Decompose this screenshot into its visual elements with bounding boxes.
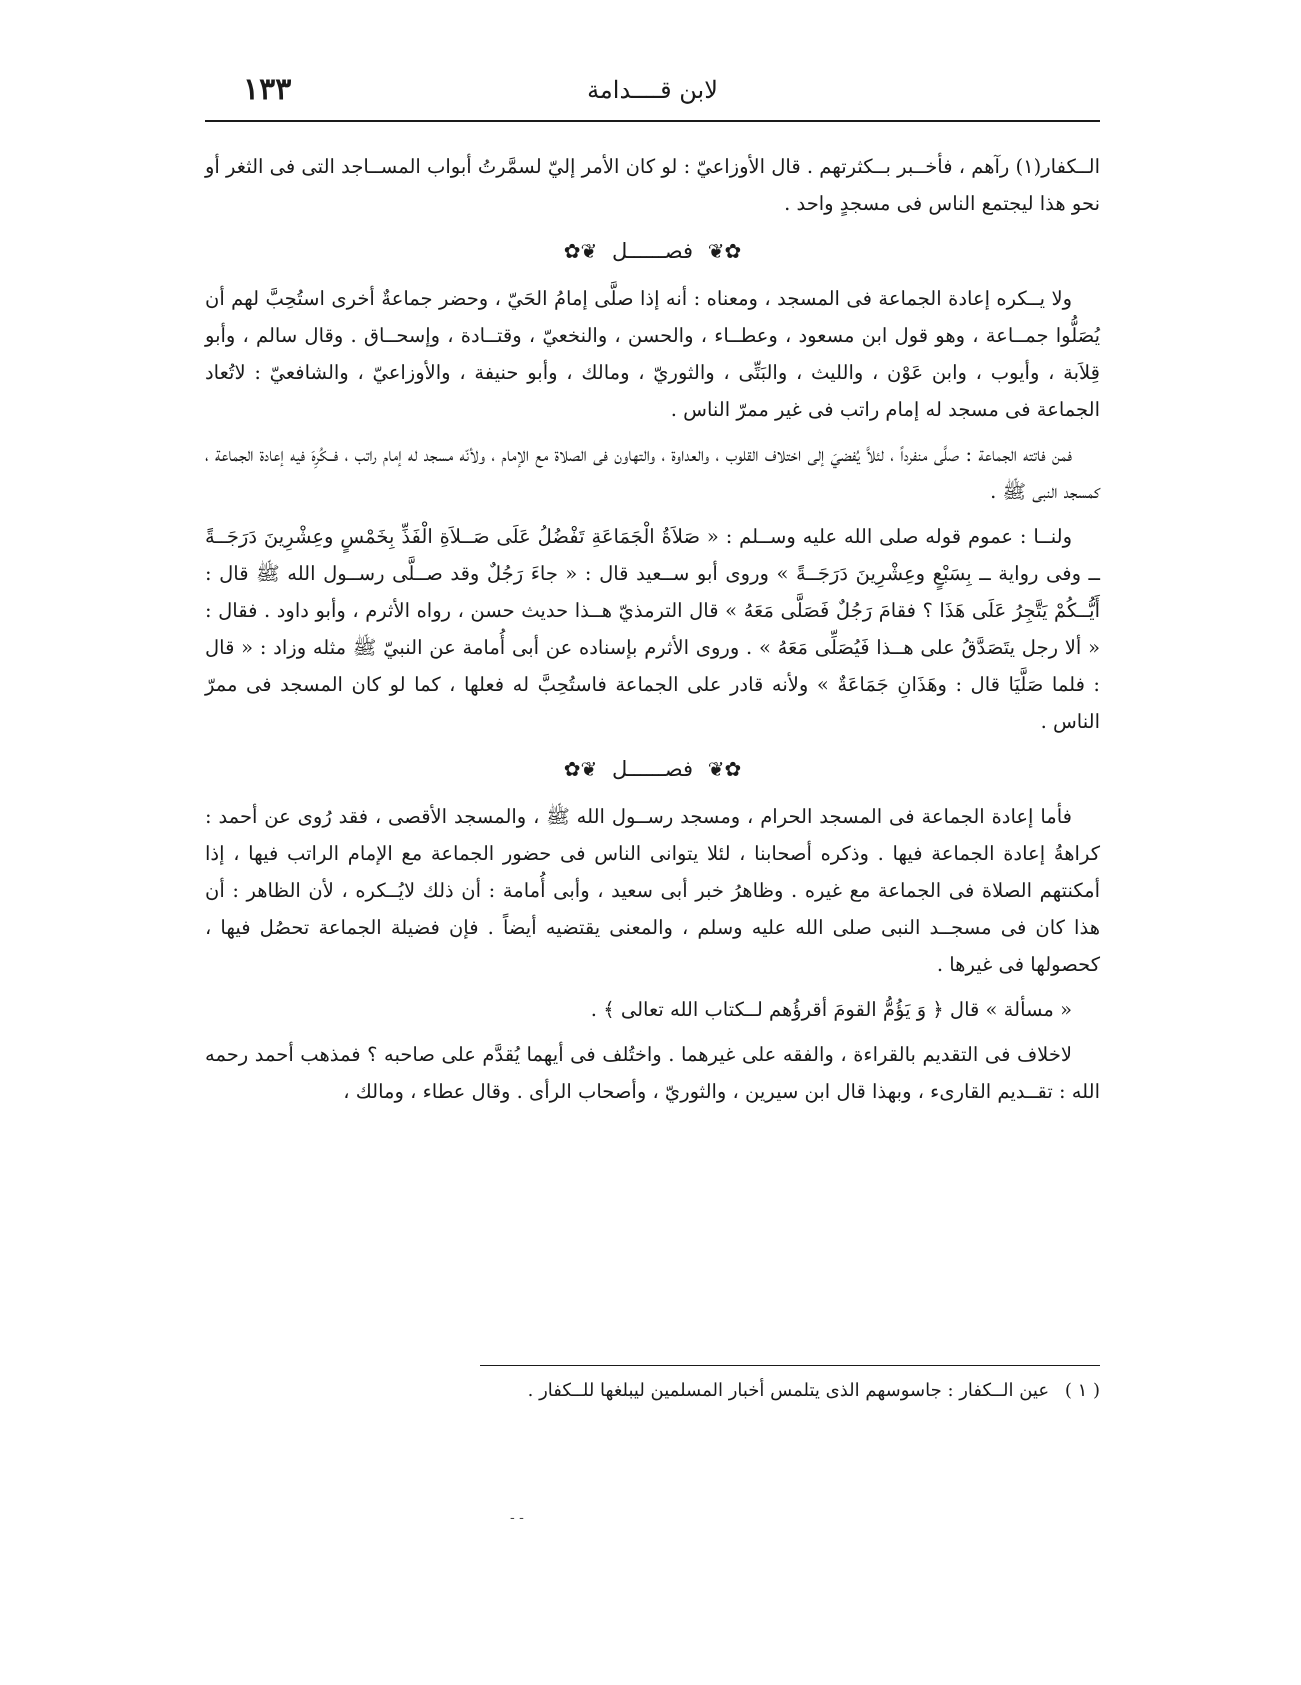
- footnote-rule: [480, 1365, 1100, 1366]
- running-title: لابن قــــدامة: [587, 76, 718, 104]
- footnote-text: عين الــكفار : جاسوسهم الذى يتلمس أخبار المسلمين ليبلغها للــكفار .: [527, 1380, 1050, 1401]
- ornament-icon: ✿❦: [707, 239, 742, 263]
- ornament-icon: ✿❦: [707, 757, 742, 781]
- section-heading-label: فصــــــل: [611, 757, 694, 781]
- paragraph-7: لاخلاف فى التقديم بالقراءة ، والفقه على غيرهما . واختُلف فى أيهما يُقدَّم على صاحبه ؟ فمذهب أحمد رحمه الله : تقــديم القارىء ، وبهذا قال ابن سيرين ، والثوريّ ، وأصحاب الرأى . وقال عطاء ، ومالك ،: [205, 1043, 1100, 1103]
- section-heading-label: فصــــــل: [611, 239, 694, 263]
- paragraph-3: فمن فاتته الجماعة : صلَّى منفرداً ، لئلاَّ يُفضيَ إلى اختلاف القلوب ، والعداوة ، والتهاون فى الصلاة مع الإمام ، ولأنّه مسجد له إمام راتب ، فــكُرِهَ فيه إعادة الجماعة ، كمسجد النبى ﷺ .: [205, 443, 1100, 503]
- paragraph-2: ولا يــكره إعادة الجماعة فى المسجد ، ومعناه : أنه إذا صلَّى إمامُ الحَيّ ، وحضر جماعةٌ أخرى استُحِبَّ لهم أن يُصَلُّوا جمــاعة ، وهو قول ابن مسعود ، وعطــاء ، والحسن ، والنخعيّ ، وقتــادة ، وإسحــاق . وقال سالم ، وأبو قِلاَبة ، وأيوب ، وابن عَوْن ، والليث ، والبَتِّى ، والثوريّ ، ومالك ، وأبو حنيفة ، والأوزاعيّ ، والشافعيّ : لاتُعاد الجماعة فى مسجد له إمام راتب فى غير ممرّ الناس .: [205, 287, 1100, 421]
- main-text: [205, 148, 1100, 1118]
- paragraph-5: فأما إعادة الجماعة فى المسجد الحرام ، ومسجد رســول الله ﷺ ، والمسجد الأقصى ، فقد رُوى عن أحمد : كراهةُ إعادة الجماعة فيها . وذكره أصحابنا ، لئلا يتوانى الناس فى حضور الجماعة مع الإمام الراتب فيها ، إذا أمكنتهم الصلاة فى الجماعة مع غيره . وظاهرُ خبر أبى سعيد ، وأبى أُمامة : أن ذلك لايُــكره ، لأن الظاهر : أن هذا كان فى مسجــد النبى صلى الله عليه وسلم ، والمعنى يقتضيه أيضاً . فإن فضيلة الجماعة تحصُل فيها ، كحصولها فى غيرها .: [205, 805, 1100, 976]
- ornament-icon: ❦✿: [563, 757, 598, 781]
- header-rule: [205, 120, 1100, 122]
- page-number: ١٣٣: [243, 72, 292, 107]
- paragraph-1: الــكفار(١) رآهم ، فأخــبر بــكثرتهم . قال الأوزاعيّ : لو كان الأمر إليّ لسمَّرتُ أبواب المســاجد التى فى الثغر أو نحو هذا ليجتمع الناس فى مسجدٍ واحد .: [205, 155, 1100, 215]
- page-header: [205, 70, 1100, 118]
- section-heading-fasl-1: [205, 232, 1100, 270]
- footnote: [205, 1376, 1100, 1406]
- book-page: [205, 70, 1100, 1610]
- footnote-mark: ( ١ ): [1064, 1380, 1100, 1401]
- paragraph-4: ولنــا : عموم قوله صلى الله عليه وســلم : « صَلاَةُ الْجَمَاعَةِ تَفْضُلُ عَلَى صَــلاَةِ الْفَذِّ بِخَمْسٍ وعِشْرِينَ دَرَجَــةً ــ وفى رواية ــ بِسَبْعٍ وعِشْرِينَ دَرَجَــةً » وروى أبو ســعيد قال : « جاءَ رَجُلٌ وقد صــلَّى رســول الله ﷺ قال : أَيُّــكُمْ يَتَّجِرُ عَلَى هَذَا ؟ فقامَ رَجُلٌ فَصَلَّى مَعَهُ » قال الترمذيّ هــذا حديث حسن ، رواه الأثرم ، وأبو داود . فقال : « ألا رجل يتَصَدَّقُ على هــذا فَيُصَلِّى مَعَهُ » . وروى الأثرم بإسناده عن أبى أُمامة عن النبيّ ﷺ مثله وزاد : « قال : فلما صَلَّيَا قال : وهَذَانِ جَمَاعَةٌ » ولأنه قادر على الجماعة فاستُحِبَّ له فعلها ، كما لو كان المسجد فى ممرّ الناس .: [205, 525, 1100, 733]
- bottom-marks: - -: [510, 1510, 524, 1526]
- ornament-icon: ❦✿: [563, 239, 598, 263]
- paragraph-6: « مسألة » قال ﴿ وَ يَؤُمُّ القومَ أقرؤُهم لــكتاب الله تعالى ﴾ .: [590, 998, 1072, 1021]
- section-heading-fasl-2: [205, 750, 1100, 788]
